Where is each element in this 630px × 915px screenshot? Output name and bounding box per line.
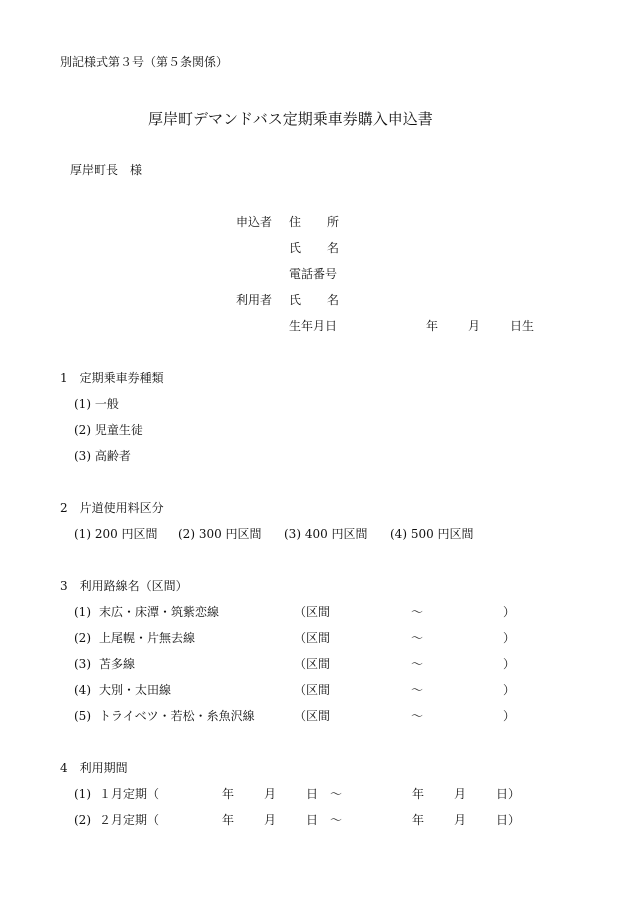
fare-option: (3) 400 円区間 xyxy=(284,527,368,541)
period-number: (1) xyxy=(74,787,91,801)
route-name: 上尾幌・片無去線 xyxy=(99,631,196,645)
section1-heading: 1 定期乗車券種類 xyxy=(60,371,164,385)
route-close: ） xyxy=(503,657,516,671)
ticket-type-option: (1) 一般 xyxy=(74,397,119,411)
route-name: トライベツ・若松・糸魚沢線 xyxy=(99,709,255,723)
dob-day: 日生 xyxy=(510,319,535,333)
dob-month: 月 xyxy=(468,319,481,333)
period-end-year: 年 xyxy=(412,787,425,801)
route-number: (5) xyxy=(74,709,91,723)
fare-option: (2) 300 円区間 xyxy=(178,527,262,541)
route-close: ） xyxy=(503,683,516,697)
ticket-type-option: (2) 児童生徒 xyxy=(74,423,143,437)
user-name-label: 氏名 xyxy=(289,293,366,307)
period-tilde: ～ xyxy=(330,813,343,827)
period-number: (2) xyxy=(74,813,91,827)
route-tilde: ～ xyxy=(411,683,424,697)
period-end-day: 日） xyxy=(496,787,521,801)
ticket-type-option: (3) 高齢者 xyxy=(74,449,131,463)
fare-option: (1) 200 円区間 xyxy=(74,527,158,541)
route-name: 末広・床潭・筑紫恋線 xyxy=(99,605,220,619)
route-number: (2) xyxy=(74,631,91,645)
applicant-label: 申込者 xyxy=(236,215,273,229)
route-tilde: ～ xyxy=(411,657,424,671)
period-label: １月定期（ xyxy=(99,787,160,801)
route-name: 苫多線 xyxy=(99,657,136,671)
fare-option: (4) 500 円区間 xyxy=(390,527,474,541)
route-tilde: ～ xyxy=(411,631,424,645)
period-label: ２月定期（ xyxy=(99,813,160,827)
route-tilde: ～ xyxy=(411,709,424,723)
section2-heading: 2 片道使用料区分 xyxy=(60,501,164,515)
section4-heading: 4 利用期間 xyxy=(60,761,128,775)
route-number: (1) xyxy=(74,605,91,619)
route-close: ） xyxy=(503,605,516,619)
period-start-year: 年 xyxy=(222,813,235,827)
route-section-open: （区間 xyxy=(294,657,331,671)
period-end-day: 日） xyxy=(496,813,521,827)
period-end-month: 月 xyxy=(454,813,467,827)
route-close: ） xyxy=(503,631,516,645)
route-name: 大別・太田線 xyxy=(99,683,172,697)
addressee: 厚岸町長 様 xyxy=(70,163,143,177)
section3-heading: 3 利用路線名（区間） xyxy=(60,579,188,593)
route-number: (3) xyxy=(74,657,91,671)
route-section-open: （区間 xyxy=(294,683,331,697)
period-end-year: 年 xyxy=(412,813,425,827)
route-section-open: （区間 xyxy=(294,605,331,619)
applicant-phone-label: 電話番号 xyxy=(289,267,338,281)
form-reference: 別記様式第３号（第５条関係） xyxy=(60,55,229,69)
user-label: 利用者 xyxy=(236,293,273,307)
applicant-name-label: 氏名 xyxy=(289,241,366,255)
route-section-open: （区間 xyxy=(294,709,331,723)
period-start-year: 年 xyxy=(222,787,235,801)
applicant-address-label: 住所 xyxy=(289,215,366,229)
period-start-month: 月 xyxy=(264,813,277,827)
route-close: ） xyxy=(503,709,516,723)
period-start-day: 日 xyxy=(306,787,319,801)
form-title: 厚岸町デマンドバス定期乗車券購入申込書 xyxy=(148,110,433,128)
route-number: (4) xyxy=(74,683,91,697)
period-tilde: ～ xyxy=(330,787,343,801)
user-dob-label: 生年月日 xyxy=(289,319,338,333)
period-end-month: 月 xyxy=(454,787,467,801)
dob-year: 年 xyxy=(426,319,439,333)
period-start-month: 月 xyxy=(264,787,277,801)
route-tilde: ～ xyxy=(411,605,424,619)
period-start-day: 日 xyxy=(306,813,319,827)
route-section-open: （区間 xyxy=(294,631,331,645)
